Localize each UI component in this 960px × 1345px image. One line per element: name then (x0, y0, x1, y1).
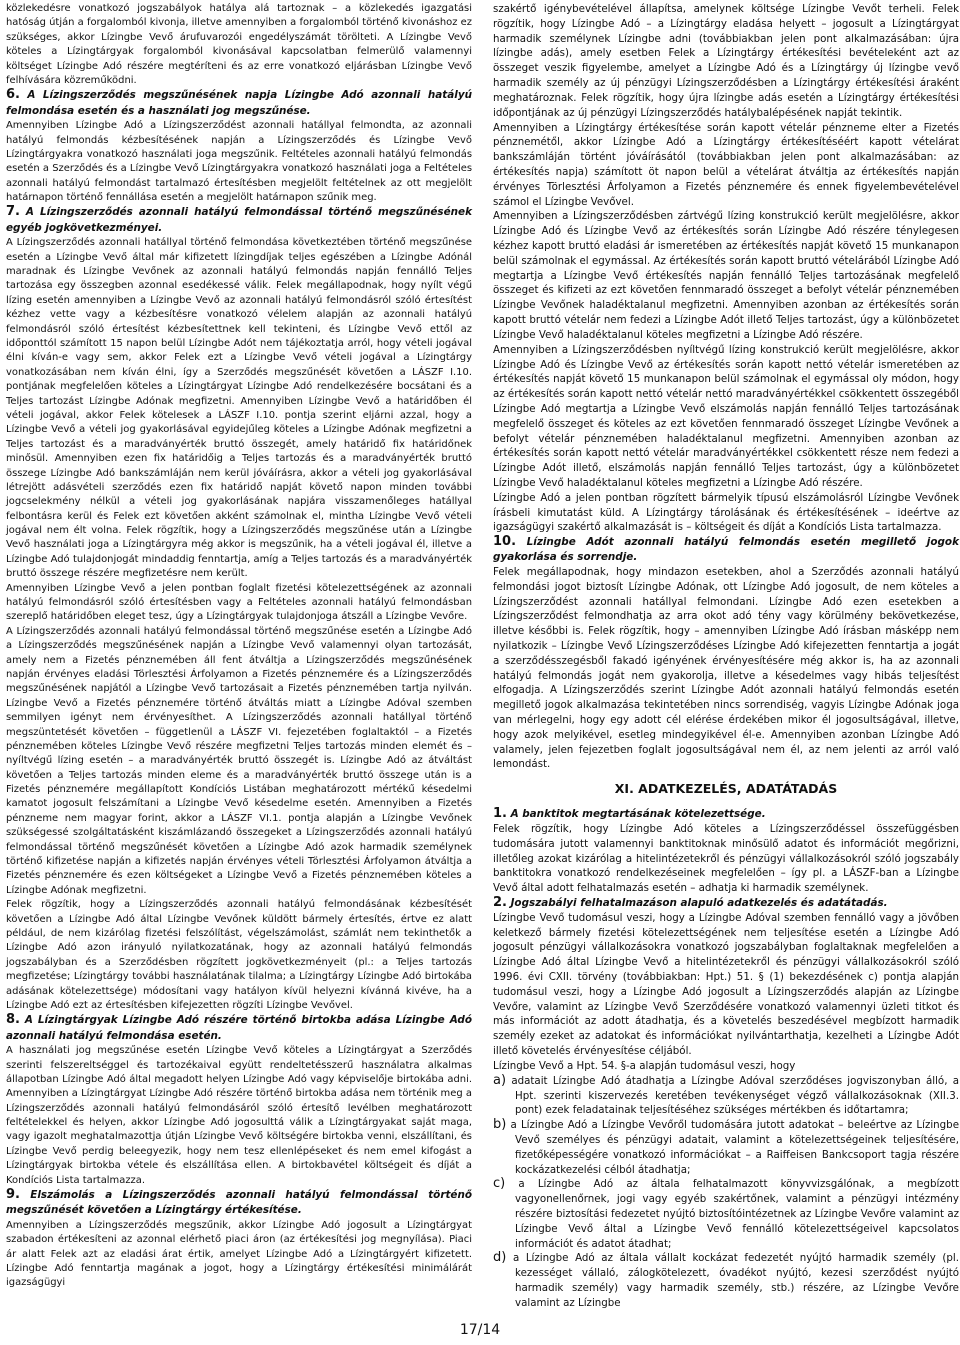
section-8-heading (6, 1013, 472, 1044)
paragraph: Lízingbe Adó a jelen pontban rögzített bármelyik típusú elszámolásról Lízingbe Vevőnek írásbeli kimutatást küld. A Lízingtárgy tárolásának és értékesítésének – ideértve az igazságügyi szakértő alkalmazását is – költségeit és díját a Kondíciós Lista tartalmazza. (493, 491, 959, 534)
section-number: 1. (493, 806, 507, 822)
list-item (493, 1177, 959, 1251)
paragraph: Lízingbe Vevő a Hpt. 54. §-a alapján tudomásul veszi, hogy (493, 1059, 796, 1072)
section-title: Lízingbe Adót azonnali hatályú felmondás esetén megillető jogok gyakorlása és sorrendje. (493, 536, 959, 564)
subsection-2-heading (493, 896, 959, 911)
left-column (6, 2, 472, 1291)
section-title: A Lízingszerződés megszűnésének napja Lízingbe Adó azonnali hatályú felmondása esetén és a használati jog megszűnése. (6, 89, 472, 117)
paragraph: szakértő igénybevételével állapítsa, amelynek költsége Lízingbe Vevőt terheli. Felek rögzítik, hogy Lízingbe Adó – a Lízingtárgy eladása helyett – jogosult a Lízingtárgyat harmadik személynek Lízingbe adni (továbbiakban jelen pont alkalmazásában: újra lízingbe adás), amely esetben Felek a Lízingtárgy értékesítési bevételeként azt az összeget veszik figyelembe, amelyet a Lízingbe Adó és a Lízingtárgy új lízingbe vevő harmadik személy az új pénzügyi Lízingszerződésben a Lízingtárgy értékesítési áraként meghatároznak. Felek rögzítik, hogy újra lízingbe adás esetén a Lízingtárgy értékesítési időpontjának az új pénzügyi Lízingszerződés hatálybalépésének napját tekintik. (493, 3, 959, 119)
paragraph: Amennyiben a Lízingtárgy értékesítése során kapott vételár pénzneme elter a Fizetés pénznemétől, akkor Lízingbe Adó a Lízingtárgy értékesítéséért kapott vételárat bankszámláján történt jóváírásától (továbbiakban jelen pont alkalmazásában: az értékesítés napja) számított öt napon belül a vételárat átváltja az értékesítés napján érvényes Törlesztési Árfolyamon a Fizetés pénznemére és ennek figyelembevételével számol el Lízingbe Vevővel. (493, 121, 959, 208)
list-label: b) (493, 1117, 507, 1133)
paragraph: Felek rögzítik, hogy Lízingbe Adó köteles a Lízingszerződéssel összefüggésben tudomására jutott valamennyi banktitoknak minősülő adatot és információt megőrizni, illetőleg azokat kizárólag a hitelintézetekről és pénzügyi vállalkozásokról szóló jogszabály banktitokra vonatkozó rendelkezéseinek megfelelően – így pl. a LÁSZF-ban a Lízingbe Vevő által adott felhatalmazás esetén – adhatja ki harmadik személynek. (493, 822, 959, 895)
list-label: c) (493, 1176, 506, 1192)
paragraph: A használati jog megszűnése esetén Lízingbe Vevő köteles a Lízingtárgyat a Szerződés szerinti felszereltséggel és tartozékaival együtt rendeltetésszerű használatra alkalmas állapotban Lízingbe Adó által megadott helyen Lízingbe Adó vagy képviselője birtokába adni. Amennyiben a Lízingtárgyat Lízingbe Adó részére történő birtokba adása nem történik meg a Lízingszerződés azonnali hatályú felmondásáról szóló értesítő levélben meghatározott feltételekkel és helyen, akkor Lízingbe Adó jogosulttá válik a Lízingtárgyakat saját maga, vagy igazolt meghatalmazottja útján Lízingbe Vevő költségére birtokba venni, elszállítani, és Lízingbe Vevő perdig beleegyezik, hogy nem tesz ellenlépéseket és nem emel kifogást a Lízingtárgyak birtokba vétele és elszállítása ellen. A birtokbavétel költségeit és díját a Kondíciós Lista tartalmazza. (6, 1045, 472, 1186)
chapter-title: XI. ADATKEZELÉS, ADATÁTADÁS (614, 781, 838, 797)
page-number: 17/14 (459, 1322, 501, 1338)
paragraph: Lízingbe Vevő tudomásul veszi, hogy a Lízingbe Adóval szemben fennálló vagy a jövőben keletkező bármely fizetési kötelezettségének nem teljesítése esetén a Lízingbe Adó jogosult pénzügyi vállalkozásokra vonatkozó jogszabályban foglaltaknak megfelelően a Lízingbe Adó által Lízingbe Vevő a hitelintézetekről és pénzügyi vállalkozásokról szóló 1996. évi CXII. törvény (továbbiakban: Hpt.) 51. § (1) bekezdésének c) pontja alapján tudomásul veszi, hogy a Lízingbe Adó jogosult a Lízingszerződés alapján az Lízingbe Vevőre, valamint az Lízingbe Vevő Szerződésére vonatkozó valamennyi üzleti titkot és más információt az adott átadhatja, és a követelés beszedésével megbízott harmadik személy ezeket az adatokat és információkat nyilvántarthatja, kezelheti a Lízingbe Adót illető követelés érvényesítése céljából. (493, 911, 959, 1058)
section-10-heading (493, 535, 959, 565)
section-7-heading (6, 205, 472, 236)
section-number: 10. (493, 534, 517, 550)
list-text: adatait Lízingbe Adó átadhatja a Lízingbe Adóval szerződéses jogviszonyban álló, a Hpt. szerinti kiszervezés keretében tevékenységet végző vállalkozásoknak (XII.3. pont) ezek feladatainak teljesítéséhez szükséges mértékben és időtartamra; (511, 1074, 959, 1117)
list-item (493, 1251, 959, 1310)
section-title: A banktitok megtartásának kötelezettsége. (510, 808, 766, 821)
list-item (493, 1074, 959, 1118)
section-number: 8. (6, 1012, 20, 1028)
section-number: 2. (493, 894, 507, 910)
paragraph: közlekedésre vonatkozó jogszabályok hatálya alá tartoznak – a közlekedés igazgatási hatóság útján a forgalomból kivonja, illetve amennyiben a forgalomból történő kivonáshoz ez szükséges, akkor Lízingbe Vevő árufuvarozói engedélyszámát törölteti. A Lízingbe Vevő köteles a Lízingtárgyak forgalomból kivonásával kapcsolatban felmerülő valamennyi költséget Lízingbe Adó részére megtéríteni és az erre vonatkozó eljárásban Lízingbe Vevő felhívására közreműködni. (6, 3, 472, 86)
list-text: a Lízingbe Adó a Lízingbe Vevőről tudomására jutott adatokat – beleértve az Lízingbe Vevő személyes és pénzügyi adatait, valamint a kötelezettségeinek teljesítésére, fizetőképességére vonatkozó információkat – a Raiffeisen Bankcsoport tagja részére kockázatkezelési célból átadhatja; (510, 1119, 959, 1176)
paragraph: Amennyiben a Lízingszerződésben nyíltvégű lízing konstrukció került megjelölésre, akkor Lízingbe Adó és Lízingbe Vevő az értékesítés során kapott nettó vételár ismeretében az értékesítés napját követő 15 munkanapon belül számolnak el egymással oly módon, hogy az értékesítés során kapott nettó vételár nettó maradványértékkel csökkentett összegéből Lízingbe Adó megtartja a Lízingbe Vevő elszámolás napján fennálló Teljes tartozásának megfelelő összeget és köteles az ezt követően fennmaradó összeget Lízingbe Vevőnek a befolyt vételár pénznemében haladéktalanul megfizetni. Amennyiben azonban az értékesítés során kapott nettó vételár maradványértékkel csökkentett része nem fedezi a Lízingbe Adót illető, elszámolás napján fennálló Teljes tartozást, úgy a különbözetet Lízingbe Vevő haladéktalanul köteles megfizetni a Lízingbe Adó részére. (493, 343, 959, 489)
list-label: a) (493, 1072, 507, 1088)
paragraph: A Lízingszerződés azonnali hatállyal történő felmondása következtében történő megszűnése esetén a Lízingbe Vevő által már kifizetett lízingdíjak teljes egészében a Lízingbe Adónál maradnak és Lízingbe Vevőnek az azonnali hatályú felmondás napján fennálló Teljes tartozása egy összegben azonnal esedékessé válik. Felek megállapodnak, hogy nyílt végű lízing esetén amennyiben a Lízingbe Vevő az azonnali hatályú felmondásról szóló értesítést kézhez vette vagy a kézbesítésre vonatkozó vélelem alapján az azonnali hatályú felmondásról szóló értesítést kézbesítettnek kell tekinteni, és Lízingbe Vevő ettől az időponttól számított 15 napon belül Lízingbe Adót nem tájékoztatja arról, hogy vételi jogával élni kíván-e vagy sem, akkor Felek ezt a Lízingbe Vevő vételi jogával a Lízingtárgy vonatkozásában nem kíván élni, így a Szerződés megszűnését követően a LÁSZF I.10. pontjának megfelelően köteles a Lízingtárgyat Lízingbe Adó rendelkezésére bocsátani és a Teljes tartozást Lízingbe Adónak megfizetni. Amennyiben Lízingbe Vevő a határidőben él vételi jogával, akkor Felek kötelesek a LÁSZF I.10. pontja szerint eljárni azzal, hogy a Lízingbe Vevő a vételi jog gyakorlásával egyidejűleg köteles a Lízingbe Adónak megfizetni a Teljes tartozást és a maradványérték bruttó összegét, amely határidő fix határidőnek minősül. Amennyiben ezen fix határidőig a Teljes tartozás és a maradványérték bruttó összege Lízingbe Adó bankszámláján nem kerül jóváírásra, akkor a vételi jog gyakorlásával létrejött adásvételi szerződés ezen fix határidő napját követő napon minden további jogcselekmény nélkül a vételi jog gyakorlásának napjára visszamenőleges hatállyal felbontásra kerül és Felek ezt követően akként számolnak el, mintha Lízingbe Vevő vételi jogával nem élt volna. Felek rögzítik, hogy a Lízingszerződés megszűnése után a Lízingbe Vevő használati joga a Lízingtárgyra még akkor is megszűnik, ha a vételi jogával él, illetve a Lízingbe Adó tulajdonjogát mindaddig fenntartja, amíg a Teljes tartozás és a maradványérték bruttó összege részére megfizetésre nem került. (6, 237, 472, 580)
section-number: 9. (6, 1187, 20, 1203)
section-title: Elszámolás a Lízingszerződés azonnali hatályú felmondással történő megszűnését követően a Lízingtárgy értékesítése. (6, 1189, 472, 1217)
subsection-1-heading (493, 807, 959, 822)
section-number: 7. (6, 204, 20, 220)
paragraph: Felek megállapodnak, hogy mindazon esetekben, ahol a Szerződés azonnali hatályú felmondási jogot biztosít Lízingbe Adónak, ott Lízingbe Adó jogosult, de nem köteles a Lízingszerződést azonnali hatállyal felmondani. Lízingbe Adó ezen esetekben a Lízingszerződést felmondhatja az arra okot adó tény vagy körülmény bekövetkezése, illetve későbbi is. Felek rögzítik, hogy – amennyiben Lízingbe Adó írásban másképp nem nyilatkozik – Lízingbe Vevő Lízingszerződéses Lízingbe Adó kifejezetten fenntartja a jogát a szerződésszegésből fakadó igényének érvényesítésére még akkor is, ha az azonnali hatályú felmondás jogát nem gyakorolja, illetve a késedelmes vagy hibás teljesítést elfogadja. A Lízingszerződés szerint Lízingbe Adót azonnali hatályú felmondás esetén megillető jogok alkalmazása tekintetében nincs sorrendiség, vagyis Lízingbe Adónak joga van mérlegelni, hogy egy adott cél elérése érdekében mikor él jogosultságával, illetve, hogy azok melyikével, esetleg mindegyikével él-e. Amennyiben azonban Lízingbe Adó valamely, jelen fejezetben foglalt jogosultságával nem él, az nem jelenti az arról való lemondást. (493, 565, 959, 771)
section-number: 6. (6, 87, 20, 103)
section-title: Jogszabályi felhatalmazáson alapuló adatkezelés és adatátadás. (510, 896, 888, 909)
paragraph: Felek rögzítik, hogy a Lízingszerződés azonnali hatályú felmondásának kézbesítését követően a Lízingbe Adó által Lízingbe Vevőnek küldött bármely értesítés, értve ez alatt például, de nem kizárólag fizetési felszólítást, végelszámolást, számlát nem tekinthetők a Lízingbe Adó azon irányuló nyilatkozatának, hogy az azonnali hatályú felmondás jogszabályban és a Szerződésben rögzített jogkövetkezményeit (pl.: a Teljes tartozás megfizetése; Lízingtárgy további használatának tilalma; a Lízingtárgy Lízingbe Adó birtokába adásának kötelezettsége) módosítani vagy hatályon kívül helyezni kívánná kivéve, ha a Lízingbe Adó ezt az értesítésben kifejezetten rögzíti Lízingbe Vevővel. (6, 899, 472, 1011)
paragraph: A Lízingszerződés azonnali hatályú felmondással történő megszűnése esetén a Lízingbe Adó a Lízingszerződés megszűnésének napján a Lízingbe Vevő valamennyi olyan tartozását, amely nem a Fizetés pénznemében áll fent átváltja a Lízingszerződés megszűnésének napján érvényes eladási Törlesztési Árfolyamon a Fizetés pénznemére és a Lízingszerződés megszűnésének napjától a Lízingbe Vevő tartozásait a Fizetés pénznemében tartja nyilván. Lízingbe Vevő a Fizetés pénznemére történő átváltás miatt a Lízingbe Adóval szemben semmilyen igényt nem érvényesíthet. A Lízingszerződés azonnali hatállyal történő megszüntetését követően – függetlenül a LÁSZF VI. fejezetében foglaltaktól – a Fizetés pénznemében köteles Lízingbe Vevő részére megfizetni Teljes tartozás minden elemét és – nyíltvégű lízing esetén – a maradványérték bruttó összegét is. Lízingbe Adó az átváltást követően a Teljes tartozás minden eleme és a maradványérték bruttó összege után is a Fizetés pénznemére megállapított Kondíciós Listában meghatározott mértékű késedelmi kamatot jogosult felszámítani a Lízingbe Vevő késedelme esetén. Amennyiben a Fizetés pénzneme nem magyar forint, akkor a LÁSZF VI.1. pontja alapján a Lízingbe Vevőnek szükségessé szolgáltatásként kiszámlázandó összegeket a Lízingszerződés azonnali hatályú felmondással történő megszűnését követően a Lízingbe Adó azok harmadik személynek történő kifizetése napján a kifizetés napján érvényes vételi Törlesztési Árfolyamon átváltja a Fizetés pénznemére és ezen költségeket a Lízingbe Vevő a Fizetés pénznemében köteles a Lízingbe Adónak megfizetni. (6, 625, 472, 896)
paragraph: Amennyiben Lízingbe Vevő a jelen pontban foglalt fizetési kötelezettségének az azonnali hatályú felmondásról szóló értesítésben vagy a Feltételes azonnali hatályú felmondásban szereplő határidőben eleget tesz, úgy a Lízingtárgyak tulajdonjoga átszáll a Lízingbe Vevőre. (6, 582, 472, 623)
paragraph: Amennyiben a Lízingszerződés megszűnik, akkor Lízingbe Adó jogosult a Lízingtárgyat szabadon értékesíteni az azonnal elérhető piaci áron (az értékesítési jog megnyílása). Piaci ár alatt Felek azt az eladási árat értik, amelyet Lízingbe Adó a Lízingtárgyért kifizetett. Lízingbe Adó fenntartja magának a jogot, hogy a Lízingtárgy értékesítési minimálárát igazságügyi (6, 1219, 472, 1289)
section-9-heading (6, 1188, 472, 1219)
paragraph: Amennyiben a Lízingszerződésben zártvégű lízing konstrukció került megjelölésre, akkor Lízingbe Adó és Lízingbe Vevő az értékesítés során Lízingbe Adó részére ténylegesen kézhez kapott bruttó eladási ár ismeretében az értékesítés napját követő 15 munkanapon belül számolnak el egymással. Az értékesítés során kapott bruttó vételárából Lízingbe Adó megtartja a Lízingbe Vevő értékesítés napján fennálló Teljes tartozásának megfelelő összeget és kifizeti az ezt követően fennmaradó összeget a befolyt vételár pénznemében Lízingbe Vevőnek haladéktalanul megfizetni. Amennyiben azonban az értékesítés során kapott bruttó vételár nem fedezi a Lízingbe Adót illető Teljes tartozást, úgy a különbözetet Lízingbe Vevő haladéktalanul köteles megfizetni a Lízingbe Adó részére. (493, 210, 959, 341)
section-title: A Lízingszerződés azonnali hatályú felmondással történő megszűnésének egyéb jogkövetkezményei. (6, 206, 473, 234)
paragraph: Amennyiben Lízingbe Adó a Lízingszerződést azonnali hatállyal felmondta, az azonnali hatályú felmondás kézbesítésének napján a Lízingszerződés és Lízingbe Vevő Lízingtárgyakra vonatkozó használati joga megszűnik. Feltételes azonnali hatályú felmondás esetén a Szerződés és a Lízingbe Vevő Lízingtárgyakra vonatkozó használati joga a Feltételes azonnali hatályú felmondást tartalmazó értesítésben megjelölt feltételnek az ott megjelölt határnapon történő fennállása esetén a megjelölt határnapon szűnik meg. (6, 120, 472, 204)
section-6-heading (6, 88, 472, 119)
right-column (493, 2, 959, 1311)
list-item (493, 1118, 959, 1177)
list-text: a Lízingbe Adó az általa vállalt kockázat fedezetét nyújtó harmadik személy (pl. kezességet vállaló, zálogkötelezett, óvadékot nyújtó, kezesi szerződést nyújtó harmadik személy) vagy harmadik személy, stb.) részére, az Lízingbe Vevőre valamint az Lízingbe (512, 1252, 959, 1309)
list-label: d) (493, 1250, 507, 1266)
section-title: A Lízingtárgyak Lízingbe Adó részére történő birtokba adása Lízingbe Adó azonnali hatályú felmondása esetén. (6, 1014, 472, 1042)
list-text: a Lízingbe Adó az általa felhatalmazott könyvvizsgálónak, a megbízott vagyonellenőrnek, jogi vagy egyéb szakértőnek, valamint a pénzügyi intézmény részére biztosítási fedezetet nyújtó biztosítóintézetnek az Lízingbe Vevőre valamint az Lízingbe Vevő által a Lízingbe Vevő fennálló kötelezettségeivel kapcsolatos információt és adatot átadhat; (515, 1178, 959, 1250)
